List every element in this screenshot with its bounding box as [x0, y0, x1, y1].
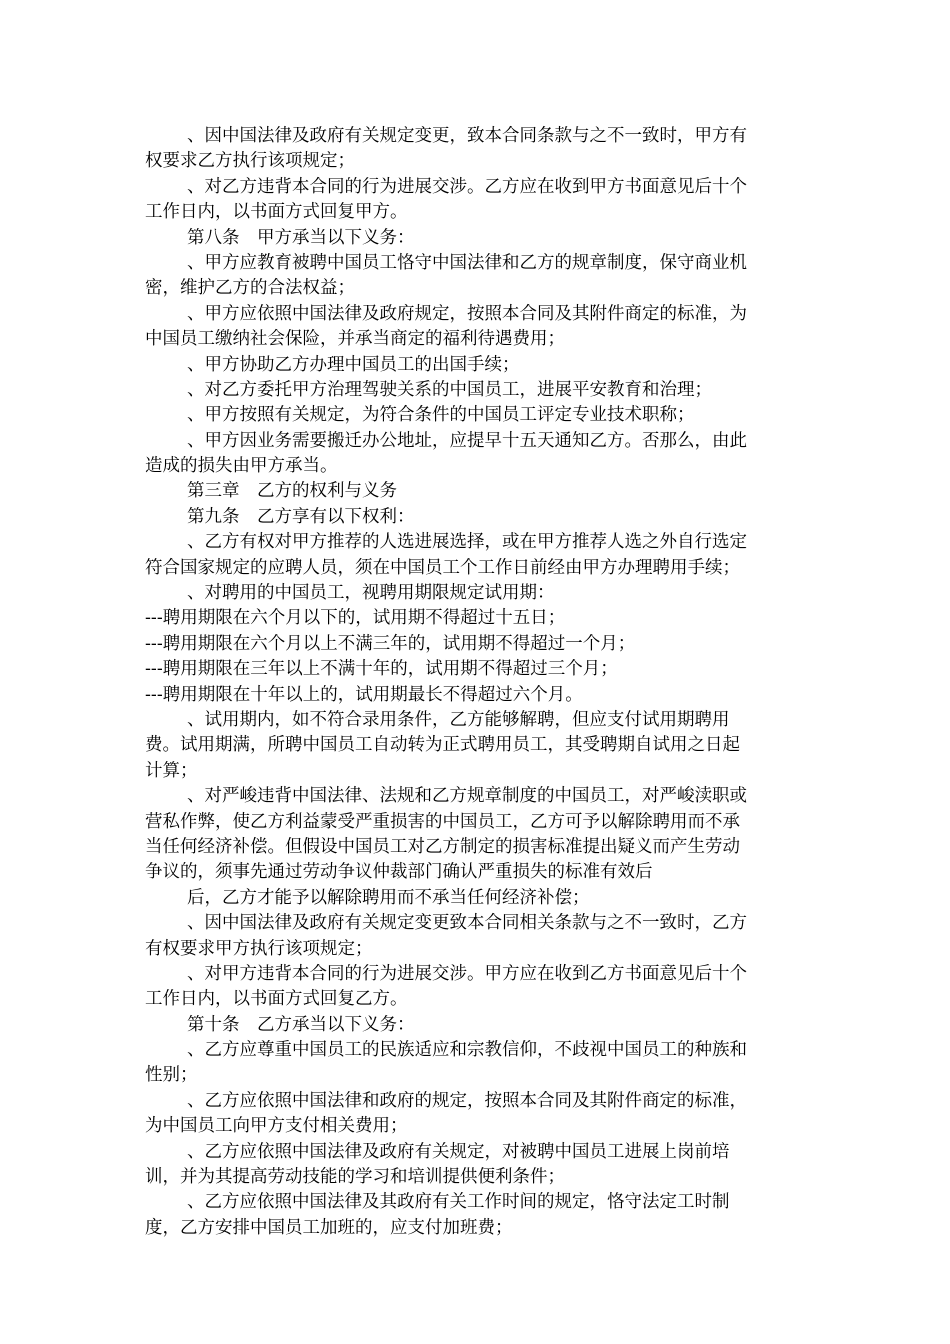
text-line: 第十条 乙方承当以下义务： — [187, 1014, 415, 1035]
text-line: 、甲方按照有关规定，为符合条件的中国员工评定专业技术职称； — [187, 405, 695, 426]
text-line: 、试用期内，如不符合录用条件，乙方能够解聘，但应支付试用期聘用 — [187, 709, 730, 730]
text-line: 造成的损失由甲方承当。 — [145, 456, 338, 477]
text-line: 度，乙方安排中国员工加班的，应支付加班费； — [145, 1217, 513, 1238]
text-line: 、因中国法律及政府有关规定变更致本合同相关条款与之不一致时，乙方 — [187, 913, 747, 934]
text-line: ---聘用期限在三年以上不满十年的，试用期不得超过三个月； — [145, 659, 618, 680]
text-line: ---聘用期限在十年以上的，试用期最长不得超过六个月。 — [145, 684, 583, 705]
text-line: 、乙方有权对甲方推荐的人选进展选择，或在甲方推荐人选之外自行选定 — [187, 532, 747, 553]
document-page — [145, 124, 805, 1241]
text-line: 、甲方因业务需要搬迁办公地址，应提早十五天通知乙方。否那么，由此 — [187, 430, 747, 451]
text-line: 后，乙方才能予以解除聘用而不承当任何经济补偿； — [187, 887, 590, 908]
text-line: 中国员工缴纳社会保险，并承当商定的福利待遇费用； — [145, 329, 565, 350]
text-line: 、乙方应依照中国法律和政府的规定，按照本合同及其附件商定的标准， — [187, 1090, 747, 1111]
text-line: 、乙方应依照中国法律及政府有关规定，对被聘中国员工进展上岗前培 — [187, 1141, 730, 1162]
text-line: 营私作弊，使乙方利益蒙受严重损害的中国员工，乙方可予以解除聘用而不承 — [145, 811, 740, 832]
text-line: 工作日内，以书面方式回复甲方。 — [145, 202, 408, 223]
text-line: 、乙方应依照中国法律及其政府有关工作时间的规定，恪守法定工时制 — [187, 1192, 730, 1213]
text-line: 、对乙方违背本合同的行为进展交涉。乙方应在收到甲方书面意见后十个 — [187, 176, 747, 197]
text-line: 有权要求甲方执行该项规定； — [145, 938, 373, 959]
text-line: 为中国员工向甲方支付相关费用； — [145, 1116, 408, 1137]
text-line: 第八条 甲方承当以下义务： — [187, 227, 415, 248]
text-line: 第三章 乙方的权利与义务 — [187, 481, 397, 502]
text-line: 争议的，须事先通过劳动争议仲裁部门确认严重损失的标准有效后 — [145, 862, 653, 883]
text-line: 、甲方应教育被聘中国员工恪守中国法律和乙方的规章制度，保守商业机 — [187, 252, 747, 273]
text-line: ---聘用期限在六个月以下的，试用期不得超过十五日； — [145, 608, 566, 629]
text-line: 、对聘用的中国员工，视聘用期限规定试用期： — [187, 583, 555, 604]
text-line: 、对乙方委托甲方治理驾驶关系的中国员工，进展平安教育和治理； — [187, 379, 712, 400]
text-line: 、乙方应尊重中国员工的民族适应和宗教信仰，不歧视中国员工的种族和 — [187, 1040, 747, 1061]
text-line: 、因中国法律及政府有关规定变更，致本合同条款与之不一致时，甲方有 — [187, 126, 747, 146]
text-line: 工作日内，以书面方式回复乙方。 — [145, 989, 408, 1010]
text-line: 、对严峻违背中国法律、法规和乙方规章制度的中国员工，对严峻渎职或 — [187, 786, 747, 807]
text-line: 、甲方应依照中国法律及政府规定，按照本合同及其附件商定的标准，为 — [187, 303, 747, 324]
text-line: 性别； — [145, 1065, 198, 1086]
text-line: 计算； — [145, 760, 198, 781]
text-line: 、对甲方违背本合同的行为进展交涉。甲方应在收到乙方书面意见后十个 — [187, 963, 747, 984]
text-line: 当任何经济补偿。但假设中国员工对乙方制定的损害标准提出疑义而产生劳动 — [145, 836, 740, 857]
text-line: 符合国家规定的应聘人员，须在中国员工个工作日前经由甲方办理聘用手续； — [145, 557, 740, 578]
text-line: 密，维护乙方的合法权益； — [145, 278, 355, 299]
text-line: 第九条 乙方享有以下权利： — [187, 506, 415, 527]
text-line: 权要求乙方执行该项规定； — [145, 151, 355, 172]
text-line: 、甲方协助乙方办理中国员工的出国手续； — [187, 354, 520, 375]
text-line: ---聘用期限在六个月以上不满三年的，试用期不得超过一个月； — [145, 633, 636, 654]
text-line: 费。试用期满，所聘中国员工自动转为正式聘用员工，其受聘期自试用之日起 — [145, 735, 740, 756]
text-line: 训，并为其提高劳动技能的学习和培训提供便利条件； — [145, 1167, 565, 1188]
